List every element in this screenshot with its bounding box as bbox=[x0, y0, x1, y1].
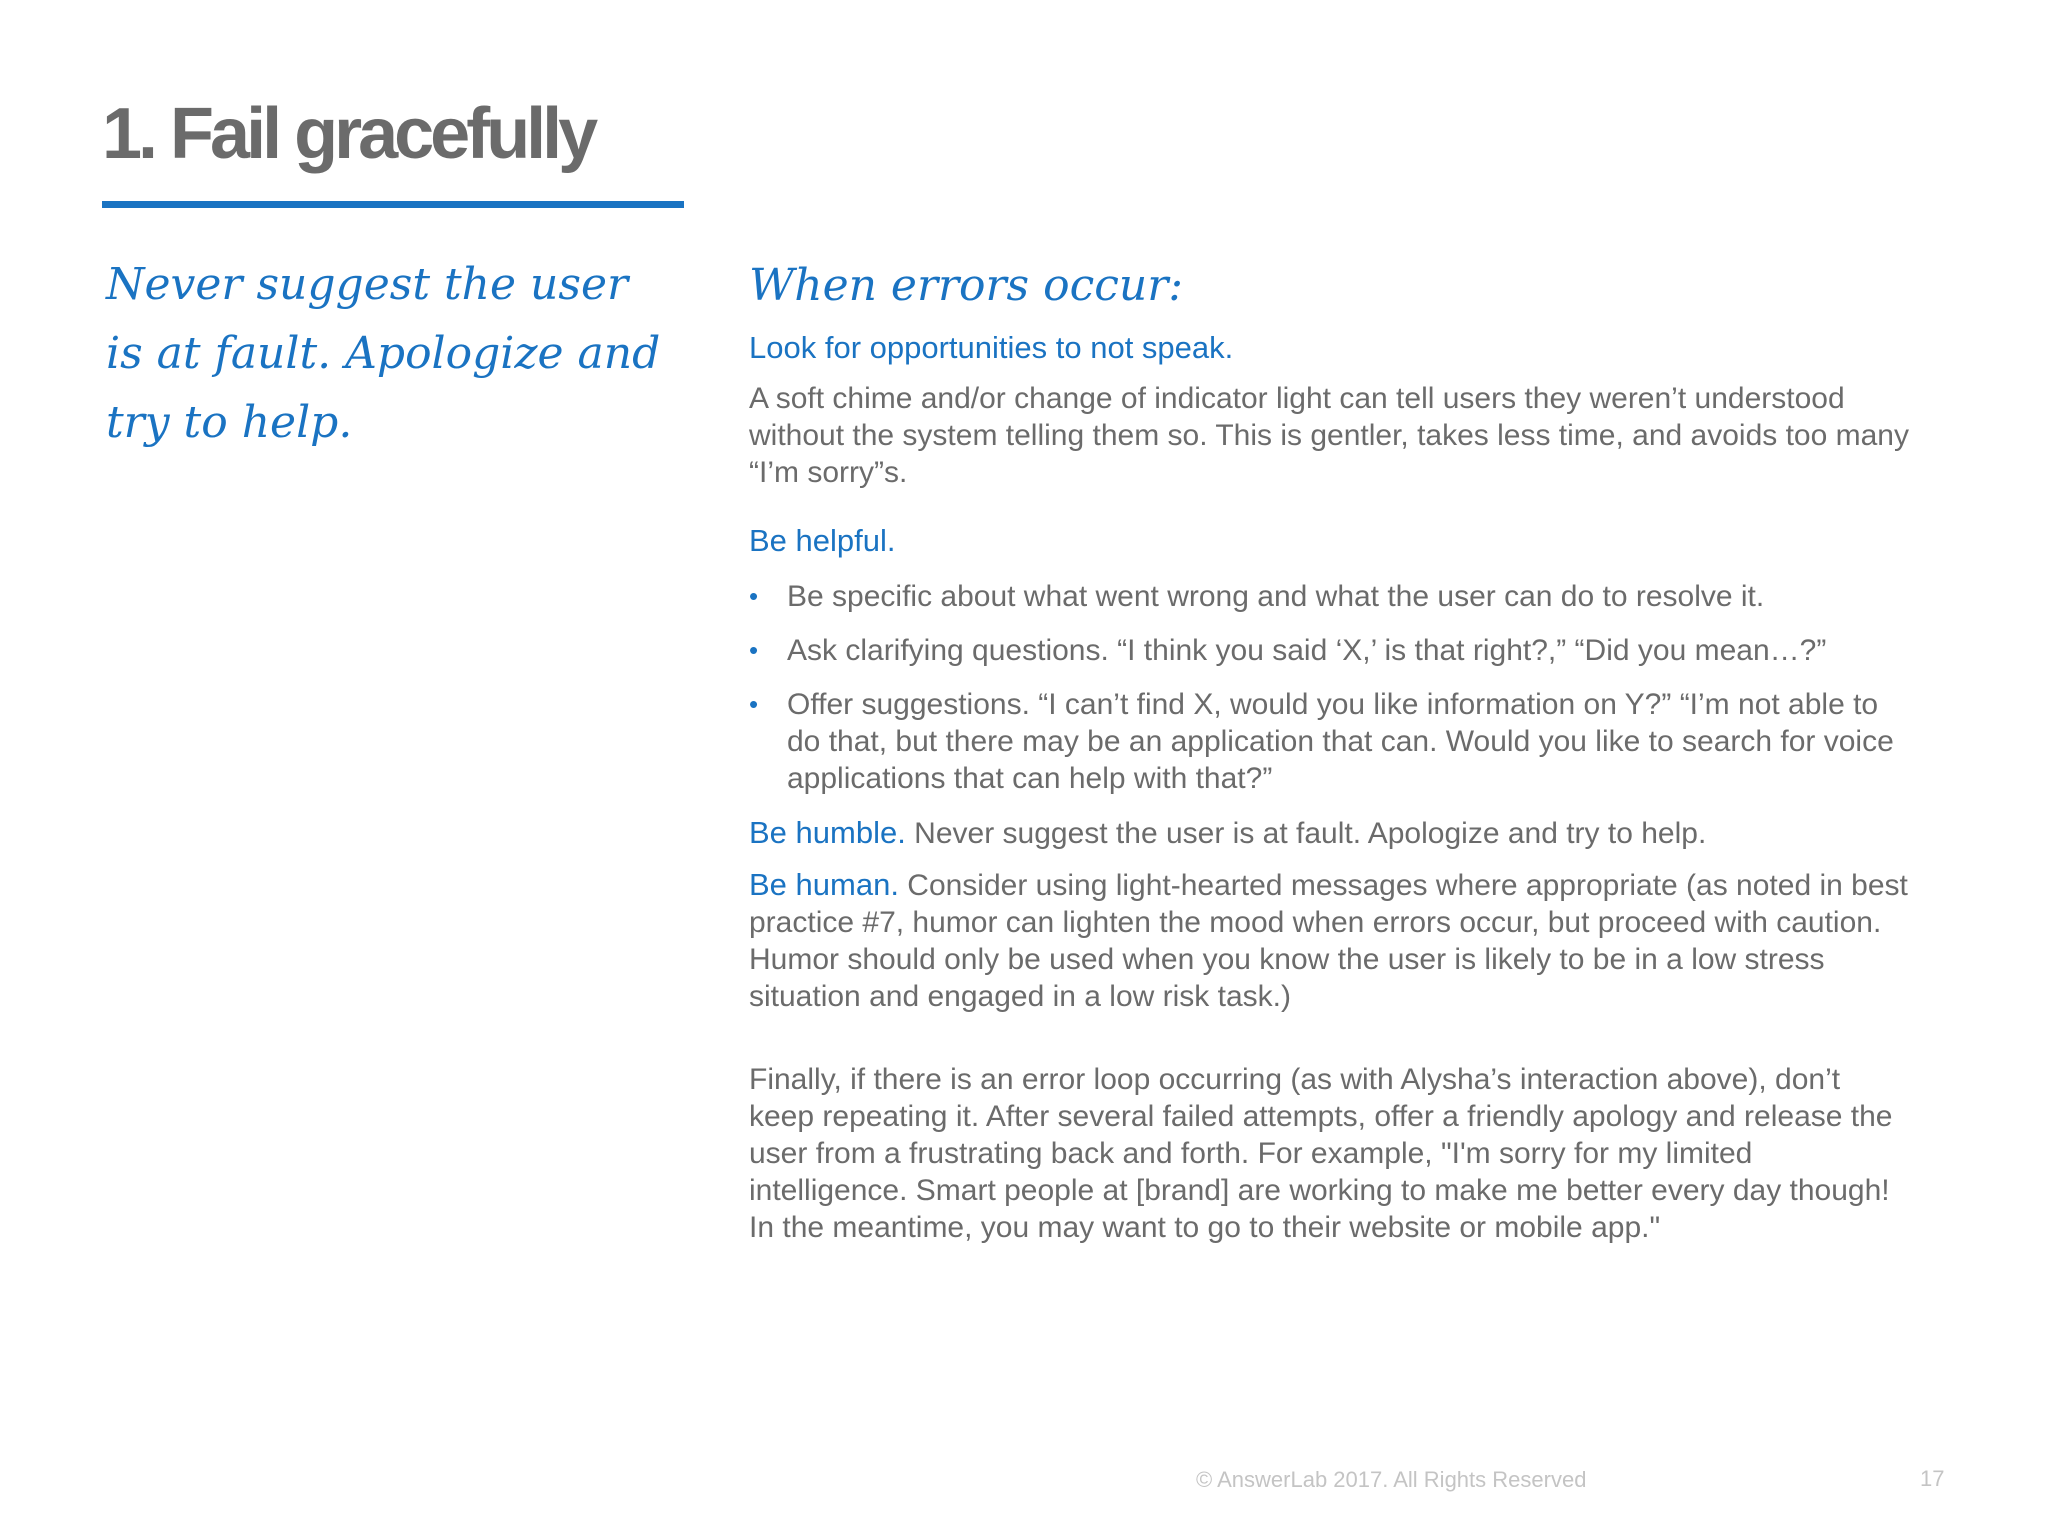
paragraph-closing: Finally, if there is an error loop occurring (as with Alysha’s interaction above), don’t keep repeating it. After several failed attempts, offer a friendly apology and release the user from a frustrating back and forth. For example, "I'm sorry for my limited intelligence. Smart people at [brand] are working to make me better every day though! In the meantime, you may want to go to their website or mobile app." bbox=[749, 1063, 1893, 1244]
inline-heading-be-human: Be human. bbox=[749, 867, 899, 902]
bullet-text: Offer suggestions. “I can’t find X, would you like information on Y?” “I’m not able to do that, but there may be an application that can. Would you like to search for voice applications that can help with that?” bbox=[787, 688, 1894, 795]
bullet-icon: • bbox=[749, 581, 759, 611]
bullet-text: Be specific about what went wrong and what the user can do to resolve it. bbox=[787, 580, 1765, 613]
list-item bbox=[749, 686, 1909, 797]
paragraph-not-speak: A soft chime and/or change of indicator light can tell users they weren’t understood without the system telling them so. This is gentler, takes less time, and avoids too many “I’m sorry”s. bbox=[749, 382, 1909, 489]
helpful-bullet-list bbox=[749, 578, 1909, 797]
bullet-text: Ask clarifying questions. “I think you said ‘X,’ is that right?,” “Did you mean…?” bbox=[787, 634, 1827, 667]
inline-heading-be-humble: Be humble. bbox=[749, 815, 906, 850]
bullet-icon: • bbox=[749, 635, 759, 665]
subheading-be-helpful: Be helpful. bbox=[749, 523, 896, 558]
slide-title: 1. Fail gracefully bbox=[102, 94, 595, 174]
subheading-not-speak: Look for opportunities to not speak. bbox=[749, 330, 1234, 365]
list-item bbox=[749, 578, 1909, 615]
title-underline bbox=[102, 201, 684, 208]
paragraph-be-humble bbox=[749, 814, 1909, 852]
be-humble-text: Never suggest the user is at fault. Apologize and try to help. bbox=[905, 817, 1707, 850]
main-content bbox=[749, 256, 1909, 1246]
page-number: 17 bbox=[1920, 1466, 1945, 1491]
section-heading: When errors occur: bbox=[749, 260, 1184, 311]
pull-quote: Never suggest the user is at fault. Apologize and try to help. bbox=[106, 259, 661, 448]
be-human-text: Consider using light-hearted messages where appropriate (as noted in best practice #7, humor can lighten the mood when errors occur, but proceed with caution. Humor should only be used when you know the user is likely to be in a low stress situation and engaged in a low risk task.) bbox=[749, 869, 1908, 1013]
bullet-icon: • bbox=[749, 689, 759, 719]
footer-copyright: © AnswerLab 2017. All Rights Reserved bbox=[1196, 1467, 1587, 1492]
list-item bbox=[749, 632, 1909, 669]
paragraph-be-human bbox=[749, 866, 1909, 1015]
